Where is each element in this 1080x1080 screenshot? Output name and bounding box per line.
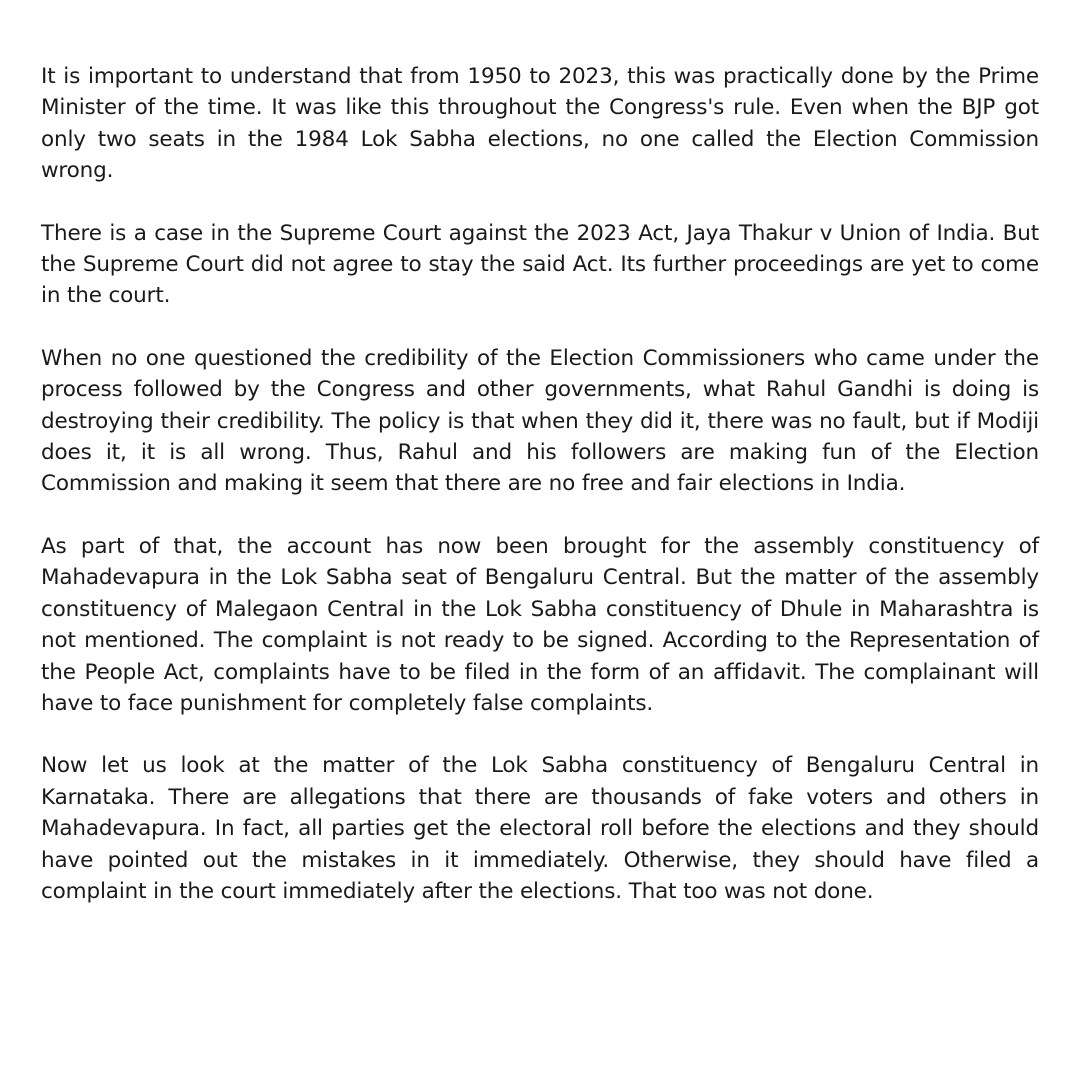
- paragraph-5: Now let us look at the matter of the Lok Sabha constituency of Bengaluru Central in Karnataka. There are allegations that there are thousands of fake voters and others in Mahadevapura. In fact, all parties get the electoral roll before the elections and they should have pointed out the mistakes in it immediately. Otherwise, they should have filed a complaint in the court immediately after the elections. That too was not done.: [41, 753, 1039, 904]
- paragraph-1: It is important to understand that from 1950 to 2023, this was practically done by the Prime Minister of the time. It was like this throughout the Congress's rule. Even when the BJP got only two seats in the 1984 Lok Sabha elections, no one called the Election Commission wrong.: [41, 64, 1039, 184]
- paragraph-3: When no one questioned the credibility of the Election Commissioners who came under the process followed by the Congress and other governments, what Rahul Gandhi is doing is destroying their credibility. The policy is that when they did it, there was no fault, but if Modiji does it, it is all wrong. Thus, Rahul and his followers are making fun of the Election Commission and making it seem that there are no free and fair elections in India.: [41, 345, 1039, 497]
- paragraph-4: As part of that, the account has now been brought for the assembly constituency of Mahadevapura in the Lok Sabha seat of Bengaluru Central. But the matter of the assembly constituency of Malegaon Central in the Lok Sabha constituency of Dhule in Maharashtra is not mentioned. The complaint is not ready to be signed. According to the Representation of the People Act, complaints have to be filed in the form of an affidavit. The complainant will have to face punishment for completely false complaints.: [41, 533, 1039, 716]
- paragraph-2: There is a case in the Supreme Court against the 2023 Act, Jaya Thakur v Union of India. But the Supreme Court did not agree to stay the said Act. Its further proceedings are yet to come in the court.: [41, 220, 1039, 309]
- document-body: [41, 61, 1039, 938]
